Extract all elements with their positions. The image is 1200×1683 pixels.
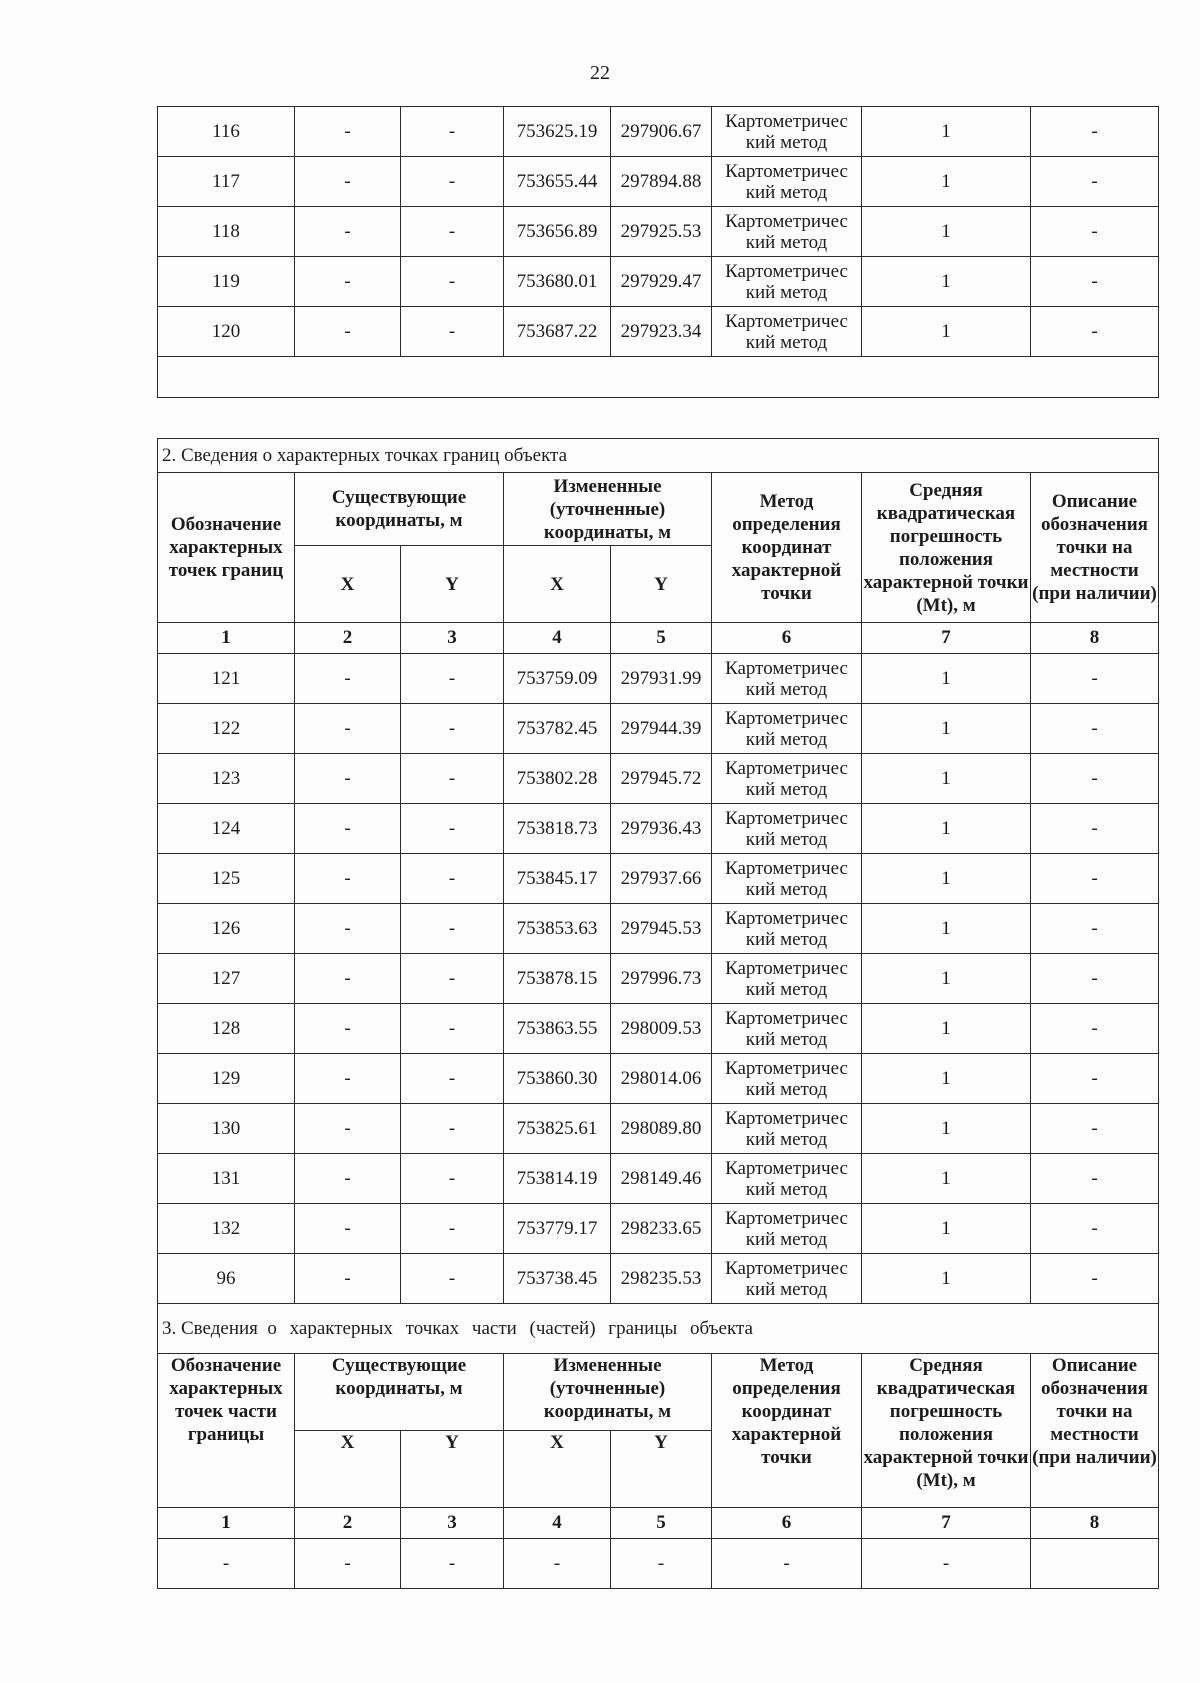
- cell-id: 124: [158, 804, 295, 854]
- cell-y-new: 297945.72: [611, 754, 712, 804]
- header-existing-coords: Существующие координаты, м: [295, 473, 504, 546]
- table-row: [158, 654, 1159, 704]
- method-cell: Картометричес кий метод: [712, 854, 862, 904]
- cell-x-old: -: [295, 1054, 401, 1104]
- cell-y-old: -: [401, 1004, 504, 1054]
- cell-x-old: -: [295, 257, 401, 307]
- method-cell: Картометричес кий метод: [712, 207, 862, 257]
- column-number: 6: [712, 1508, 862, 1539]
- cell-mt: 1: [862, 1054, 1031, 1104]
- table-row: [158, 107, 1159, 157]
- cell-y-new: 297945.53: [611, 904, 712, 954]
- header-mean-error: Средняя квадратическая погрешность положения характерной точки (Mt), м: [862, 473, 1031, 623]
- table-row: [158, 307, 1159, 357]
- cell-desc: -: [1031, 157, 1159, 207]
- header-designation-part: Обозначение характерных точек части границы: [158, 1354, 295, 1508]
- cell-y-old: -: [401, 1254, 504, 1304]
- cell-id: 116: [158, 107, 295, 157]
- cell-desc: -: [1031, 107, 1159, 157]
- cell-x-new: 753655.44: [504, 157, 611, 207]
- table-row: [158, 1104, 1159, 1154]
- cell-x-old: -: [295, 954, 401, 1004]
- cell-y-old: -: [401, 904, 504, 954]
- section-3-title: 3. Сведения о характерных точках части (частей) границы объекта: [158, 1304, 1159, 1354]
- header-y-changed-part: Y: [611, 1431, 712, 1508]
- table-cell: -: [504, 1539, 611, 1589]
- cell-y-new: 297894.88: [611, 157, 712, 207]
- cell-y-old: -: [401, 654, 504, 704]
- cell-x-old: -: [295, 1104, 401, 1154]
- section-2-title: 2. Сведения о характерных точках границ объекта: [158, 439, 1159, 473]
- table-cell: [1031, 1539, 1159, 1589]
- table-row: [158, 754, 1159, 804]
- column-number: 8: [1031, 1508, 1159, 1539]
- cell-y-new: 297944.39: [611, 704, 712, 754]
- cell-x-old: -: [295, 754, 401, 804]
- cell-y-old: -: [401, 1154, 504, 1204]
- cell-desc: -: [1031, 207, 1159, 257]
- table-cell: -: [862, 1539, 1031, 1589]
- cell-desc: -: [1031, 1154, 1159, 1204]
- method-cell: Картометричес кий метод: [712, 754, 862, 804]
- cell-x-old: -: [295, 1154, 401, 1204]
- cell-x-new: 753814.19: [504, 1154, 611, 1204]
- cell-x-new: 753779.17: [504, 1204, 611, 1254]
- table-row: [158, 207, 1159, 257]
- cell-id: 130: [158, 1104, 295, 1154]
- column-number: 7: [862, 623, 1031, 654]
- table-row: [158, 1154, 1159, 1204]
- header-method: Метод определения координат характерной точки: [712, 473, 862, 623]
- header-changed-coords: Измененные (уточненные) координаты, м: [504, 473, 712, 546]
- cell-id: 96: [158, 1254, 295, 1304]
- cell-mt: 1: [862, 1154, 1031, 1204]
- cell-desc: -: [1031, 804, 1159, 854]
- empty-row: [158, 357, 1159, 398]
- cell-x-new: 753860.30: [504, 1054, 611, 1104]
- cell-x-old: -: [295, 207, 401, 257]
- header-x-changed: X: [504, 546, 611, 623]
- cell-mt: 1: [862, 107, 1031, 157]
- cell-x-old: -: [295, 1204, 401, 1254]
- cell-x-old: -: [295, 157, 401, 207]
- page-number: 22: [590, 62, 610, 84]
- cell-x-new: 753825.61: [504, 1104, 611, 1154]
- cell-y-new: 298235.53: [611, 1254, 712, 1304]
- cell-y-new: 297906.67: [611, 107, 712, 157]
- table-cell: -: [295, 1539, 401, 1589]
- cell-x-old: -: [295, 307, 401, 357]
- cell-desc: -: [1031, 954, 1159, 1004]
- cell-mt: 1: [862, 904, 1031, 954]
- method-cell: Картометричес кий метод: [712, 157, 862, 207]
- cell-y-new: 297923.34: [611, 307, 712, 357]
- table-row: [158, 1254, 1159, 1304]
- cell-x-new: 753802.28: [504, 754, 611, 804]
- method-cell: Картометричес кий метод: [712, 704, 862, 754]
- cell-id: 128: [158, 1004, 295, 1054]
- column-number: 6: [712, 623, 862, 654]
- cell-desc: -: [1031, 654, 1159, 704]
- cell-y-new: 297936.43: [611, 804, 712, 854]
- table-row: [158, 1539, 1159, 1589]
- table-row: [158, 257, 1159, 307]
- column-number: 3: [401, 1508, 504, 1539]
- cell-y-old: -: [401, 854, 504, 904]
- header-y-changed: Y: [611, 546, 712, 623]
- cell-x-old: -: [295, 804, 401, 854]
- cell-id: 132: [158, 1204, 295, 1254]
- cell-y-old: -: [401, 1104, 504, 1154]
- header-changed-coords-part: Измененные (уточненные) координаты, м: [504, 1354, 712, 1431]
- table-row: [158, 804, 1159, 854]
- cell-x-new: 753818.73: [504, 804, 611, 854]
- cell-x-old: -: [295, 1004, 401, 1054]
- header-y-existing: Y: [401, 546, 504, 623]
- method-cell: Картометричес кий метод: [712, 904, 862, 954]
- cell-y-old: -: [401, 804, 504, 854]
- column-number: 8: [1031, 623, 1159, 654]
- method-cell: Картометричес кий метод: [712, 1254, 862, 1304]
- table-cell: -: [611, 1539, 712, 1589]
- cell-id: 127: [158, 954, 295, 1004]
- cell-desc: -: [1031, 1204, 1159, 1254]
- cell-mt: 1: [862, 704, 1031, 754]
- cell-mt: 1: [862, 1254, 1031, 1304]
- column-number: 2: [295, 1508, 401, 1539]
- cell-y-new: 297937.66: [611, 854, 712, 904]
- cell-y-old: -: [401, 307, 504, 357]
- cell-mt: 1: [862, 207, 1031, 257]
- cell-desc: -: [1031, 904, 1159, 954]
- cell-id: 129: [158, 1054, 295, 1104]
- cell-id: 123: [158, 754, 295, 804]
- column-number: 4: [504, 623, 611, 654]
- table-row: [158, 1204, 1159, 1254]
- boundary-points-table: [157, 438, 1159, 1589]
- cell-mt: 1: [862, 157, 1031, 207]
- table-cell: -: [401, 1539, 504, 1589]
- cell-y-new: 297931.99: [611, 654, 712, 704]
- method-cell: Картометричес кий метод: [712, 1154, 862, 1204]
- cell-desc: -: [1031, 1004, 1159, 1054]
- cell-mt: 1: [862, 1204, 1031, 1254]
- cell-id: 121: [158, 654, 295, 704]
- cell-id: 122: [158, 704, 295, 754]
- cell-y-new: 298233.65: [611, 1204, 712, 1254]
- cell-desc: -: [1031, 307, 1159, 357]
- column-number: 1: [158, 623, 295, 654]
- cell-x-new: 753738.45: [504, 1254, 611, 1304]
- cell-x-new: 753782.45: [504, 704, 611, 754]
- method-cell: Картометричес кий метод: [712, 954, 862, 1004]
- cell-desc: -: [1031, 1254, 1159, 1304]
- cell-y-new: 297925.53: [611, 207, 712, 257]
- cell-y-old: -: [401, 107, 504, 157]
- column-numbers-row: [158, 623, 1159, 654]
- header-method-part: Метод определения координат характерной точки: [712, 1354, 862, 1508]
- table-row: [158, 1054, 1159, 1104]
- header-x-existing-part: X: [295, 1431, 401, 1508]
- cell-x-new: 753853.63: [504, 904, 611, 954]
- cell-desc: -: [1031, 704, 1159, 754]
- cell-x-old: -: [295, 704, 401, 754]
- cell-id: 120: [158, 307, 295, 357]
- cell-x-new: 753759.09: [504, 654, 611, 704]
- cell-x-old: -: [295, 654, 401, 704]
- method-cell: Картометричес кий метод: [712, 1054, 862, 1104]
- cell-x-new: 753687.22: [504, 307, 611, 357]
- cell-mt: 1: [862, 1104, 1031, 1154]
- cell-id: 117: [158, 157, 295, 207]
- cell-y-old: -: [401, 157, 504, 207]
- header-description-part: Описание обозначения точки на местности (при наличии): [1031, 1354, 1159, 1508]
- table-row: [158, 157, 1159, 207]
- cell-x-new: 753656.89: [504, 207, 611, 257]
- cell-desc: -: [1031, 1104, 1159, 1154]
- cell-desc: -: [1031, 257, 1159, 307]
- cell-mt: 1: [862, 854, 1031, 904]
- column-number: 4: [504, 1508, 611, 1539]
- method-cell: Картометричес кий метод: [712, 804, 862, 854]
- cell-id: 125: [158, 854, 295, 904]
- cell-mt: 1: [862, 754, 1031, 804]
- cell-desc: -: [1031, 1054, 1159, 1104]
- cell-mt: 1: [862, 307, 1031, 357]
- cell-mt: 1: [862, 954, 1031, 1004]
- cell-x-new: 753625.19: [504, 107, 611, 157]
- cell-x-old: -: [295, 1254, 401, 1304]
- column-number: 2: [295, 623, 401, 654]
- cell-x-new: 753680.01: [504, 257, 611, 307]
- cell-id: 131: [158, 1154, 295, 1204]
- column-number: 3: [401, 623, 504, 654]
- cell-id: 119: [158, 257, 295, 307]
- method-cell: Картометричес кий метод: [712, 1104, 862, 1154]
- header-designation: Обозначение характерных точек границ: [158, 473, 295, 623]
- cell-mt: 1: [862, 1004, 1031, 1054]
- cell-y-new: 298014.06: [611, 1054, 712, 1104]
- cell-y-old: -: [401, 1054, 504, 1104]
- cell-y-old: -: [401, 754, 504, 804]
- column-number: 1: [158, 1508, 295, 1539]
- cell-y-old: -: [401, 1204, 504, 1254]
- cell-y-new: 298009.53: [611, 1004, 712, 1054]
- method-cell: Картометричес кий метод: [712, 1204, 862, 1254]
- table-row: [158, 904, 1159, 954]
- header-existing-coords-part: Существующие координаты, м: [295, 1354, 504, 1431]
- header-y-existing-part: Y: [401, 1431, 504, 1508]
- table-row: [158, 954, 1159, 1004]
- column-number: 7: [862, 1508, 1031, 1539]
- cell-mt: 1: [862, 804, 1031, 854]
- method-cell: Картометричес кий метод: [712, 257, 862, 307]
- table-row: [158, 854, 1159, 904]
- table-row: [158, 704, 1159, 754]
- column-number: 5: [611, 1508, 712, 1539]
- column-number: 5: [611, 623, 712, 654]
- cell-y-new: 297929.47: [611, 257, 712, 307]
- cell-x-old: -: [295, 904, 401, 954]
- table-cell: -: [712, 1539, 862, 1589]
- header-description: Описание обозначения точки на местности (при наличии): [1031, 473, 1159, 623]
- method-cell: Картометричес кий метод: [712, 654, 862, 704]
- cell-x-new: 753863.55: [504, 1004, 611, 1054]
- cell-mt: 1: [862, 654, 1031, 704]
- cell-x-old: -: [295, 107, 401, 157]
- method-cell: Картометричес кий метод: [712, 307, 862, 357]
- cell-y-old: -: [401, 954, 504, 1004]
- column-numbers-row-part: [158, 1508, 1159, 1539]
- cell-y-new: 297996.73: [611, 954, 712, 1004]
- cell-y-old: -: [401, 704, 504, 754]
- method-cell: Картометричес кий метод: [712, 107, 862, 157]
- cell-desc: -: [1031, 754, 1159, 804]
- cell-id: 118: [158, 207, 295, 257]
- cell-x-new: 753878.15: [504, 954, 611, 1004]
- cell-desc: -: [1031, 854, 1159, 904]
- cell-y-old: -: [401, 207, 504, 257]
- cell-id: 126: [158, 904, 295, 954]
- header-x-existing: X: [295, 546, 401, 623]
- header-mean-error-part: Средняя квадратическая погрешность положения характерной точки (Mt), м: [862, 1354, 1031, 1508]
- header-x-changed-part: X: [504, 1431, 611, 1508]
- cell-y-new: 298149.46: [611, 1154, 712, 1204]
- cell-mt: 1: [862, 257, 1031, 307]
- method-cell: Картометричес кий метод: [712, 1004, 862, 1054]
- table-cell: -: [158, 1539, 295, 1589]
- coordinates-table-continued: [157, 106, 1159, 398]
- cell-x-new: 753845.17: [504, 854, 611, 904]
- cell-y-old: -: [401, 257, 504, 307]
- cell-x-old: -: [295, 854, 401, 904]
- table-row: [158, 1004, 1159, 1054]
- cell-y-new: 298089.80: [611, 1104, 712, 1154]
